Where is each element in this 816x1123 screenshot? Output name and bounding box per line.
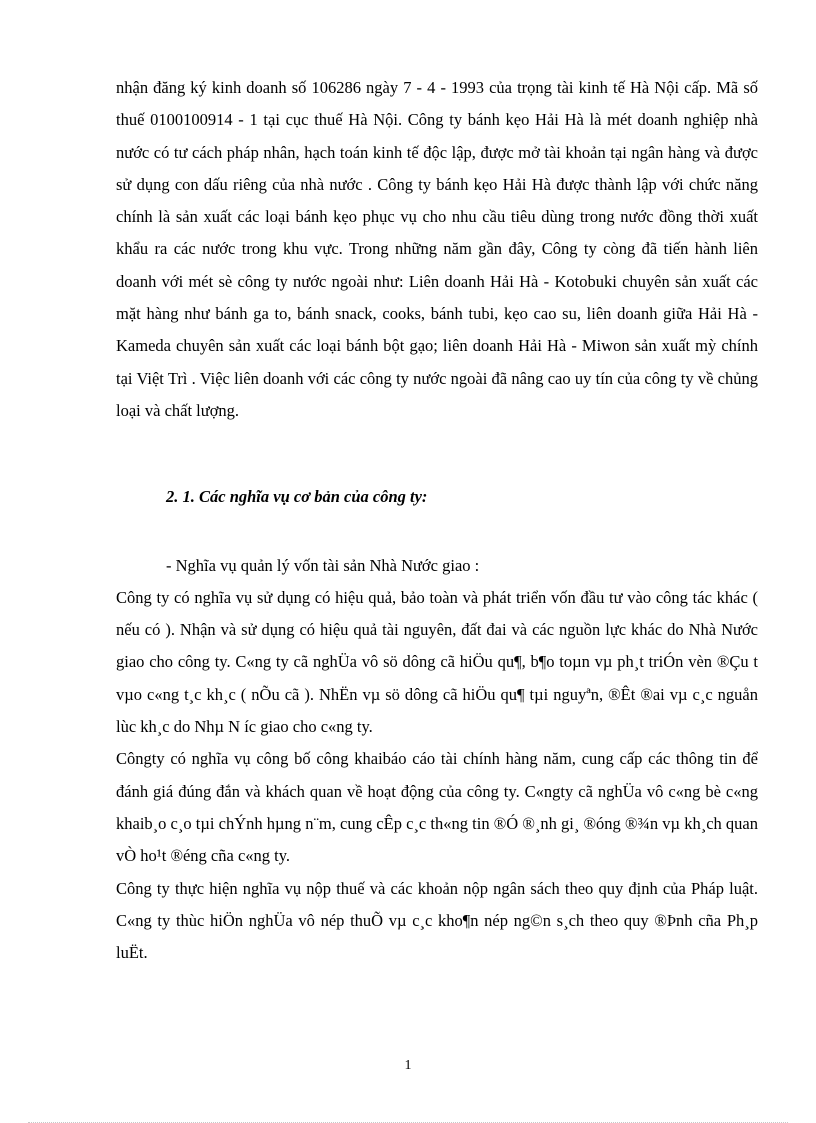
intro-paragraph: nhận đăng ký kinh doanh số 106286 ngày 7 - 4 - 1993 của trọng tài kinh tế Hà Nội cấp. Mã số thuế 0100100914 - 1 tại cục thuế Hà Nội. Công ty bánh kẹo Hải Hà là mét doanh nghiệp nhà nước có tư cách pháp nhân, hạch toán kinh tế độc lập, được mở tài khoản tại ngân hàng và được sử dụng con dấu riêng của nhà nước . Công ty bánh kẹo Hải Hà được thành lập với chức năng chính là sản xuất các loại bánh kẹo phục vụ cho nhu cầu tiêu dùng trong nước đồng thời xuất khẩu ra các nước trong khu vực. Trong những năm gần đây, Công ty còng đã tiến hành liên doanh với mét sè công ty nước ngoài như: Liên doanh Hải Hà - Kotobuki chuyên sản xuất các mặt hàng như bánh ga to, bánh snack, cooks, bánh tubi, kẹo cao su, liên doanh giữa Hải Hà - Kameda chuyên sản xuất các loại bánh bột gạo; liên doanh Hải Hà - Miwon sản xuất mỳ chính tại Việt Trì . Việc liên doanh với các công ty nước ngoài đã nâng cao uy tín của công ty về chủng loại và chất lượng. xyxy=(116,78,758,420)
spacer xyxy=(116,514,758,550)
document-body xyxy=(116,72,758,969)
section-heading: 2. 1. Các nghĩa vụ cơ bản của công ty: xyxy=(166,487,428,507)
duty-report-paragraph: Côngty có nghĩa vụ công bố công khaibáo cáo tài chính hàng năm, cung cấp các thông tin để đánh giá đúng đắn và khách quan về hoạt động của công ty. C«ngty cã nghÜa vô c«ng bè c«ng khaib¸o c¸o tµi chÝnh hµng n¨m, cung cÊp c¸c th«ng tin ®Ó ®¸nh gi¸ ®óng ®¾n vµ kh¸ch quan vÒ ho¹t ®éng cña c«ng ty. xyxy=(116,749,758,866)
page-number: 1 xyxy=(404,1058,412,1073)
sub-heading: - Nghĩa vụ quản lý vốn tài sản Nhà Nước giao : xyxy=(166,555,480,575)
duty-capital-paragraph: Công ty có nghĩa vụ sử dụng có hiệu quả, bảo toàn và phát triển vốn đầu tư vào công tác khác ( nếu có ). Nhận và sử dụng có hiệu quả tài nguyên, đất đai và các nguồn lực khác do Nhà Nước giao cho công ty. C«ng ty cã nghÜa vô sö dông cã hiÖu qu¶, b¶o toµn vµ ph¸t triÓn vèn ®Çu t vµo c«ng t¸c kh¸c ( nÕu cã ). NhËn vµ sö dông cã hiÖu qu¶ tµi nguyªn, ®Êt ®ai vµ c¸c nguån lùc kh¸c do Nhµ N íc giao cho c«ng ty. xyxy=(116,587,758,737)
spacer xyxy=(116,427,758,481)
duty-tax-paragraph: Công ty thực hiện nghĩa vụ nộp thuế và các khoản nộp ngân sách theo quy định của Pháp luật. C«ng ty thùc hiÖn nghÜa vô nép thuÕ vµ c¸c kho¶n nép ng©n s¸ch theo quy ®Þnh cña Ph¸p luËt. xyxy=(116,878,758,963)
